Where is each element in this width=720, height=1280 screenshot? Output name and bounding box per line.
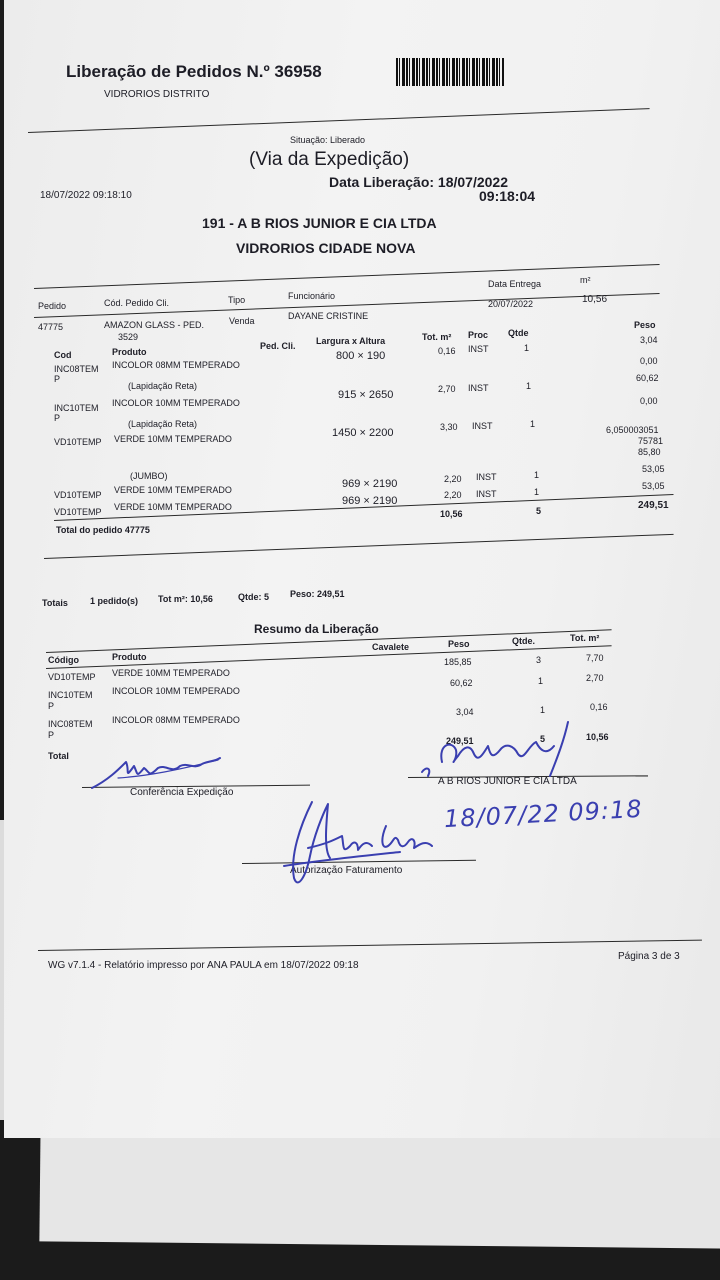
company-signature-label: A B RIOS JUNIOR E CIA LTDA: [438, 776, 577, 787]
resumo-total-tot: 10,56: [586, 732, 609, 742]
resumo-row-cod: INC10TEM: [48, 690, 93, 700]
cod-pedido-label: Cód. Pedido Cli.: [104, 298, 170, 308]
footer-line: [38, 940, 702, 951]
barcode: [396, 58, 504, 86]
order-pedido: 47775: [38, 322, 64, 332]
conferencia-label: Conferência Expedição: [130, 787, 234, 798]
resumo-title: Resumo da Liberação: [254, 622, 379, 636]
item-tot: 2,20: [444, 490, 462, 500]
resumo-row-qtde: 1: [540, 705, 546, 715]
order-header-top-line: [34, 264, 660, 289]
order-funcionario: DAYANE CRISTINE: [288, 311, 369, 321]
resumo-total-label: Total: [48, 751, 69, 761]
resumo-row-produto: VERDE 10MM TEMPERADO: [112, 668, 230, 678]
resumo-row-cod-suffix: P: [48, 701, 55, 711]
resumo-row-produto: INCOLOR 08MM TEMPERADO: [112, 715, 240, 725]
item-peso-extra: 75781: [638, 436, 664, 446]
header-divider: [28, 108, 650, 133]
item-proc: INST: [476, 489, 497, 499]
item-cod-suffix: P: [54, 374, 61, 384]
footer-right: Página 3 de 3: [618, 951, 680, 962]
resumo-col-produto: Produto: [112, 652, 147, 662]
item-proc: INST: [472, 421, 493, 431]
data-entrega-label: Data Entrega: [488, 279, 542, 289]
resumo-total-qtde: 5: [540, 734, 546, 744]
totais-label: Totais: [42, 598, 68, 608]
order-cod-pedido-2: 3529: [118, 332, 139, 342]
item-proc: INST: [468, 383, 489, 393]
col-ped-cli: Ped. Cli.: [260, 341, 296, 351]
item-peso: 3,04: [640, 335, 658, 345]
item-produto: INCOLOR 10MM TEMPERADO: [112, 398, 240, 408]
resumo-col-cavalete: Cavalete: [372, 642, 410, 652]
situacao-text: Situação: Liberado: [290, 135, 366, 145]
item-medida: 800 × 190: [336, 350, 386, 362]
resumo-row-tot: 7,70: [586, 653, 604, 663]
resumo-row-tot: 2,70: [586, 673, 604, 683]
item-produto: INCOLOR 08MM TEMPERADO: [112, 360, 240, 370]
resumo-row-produto: INCOLOR 10MM TEMPERADO: [112, 686, 240, 696]
autorizacao-label: Autorização Faturamento: [290, 865, 403, 876]
item-peso-extra: 0,00: [640, 396, 658, 406]
order-total-tot: 10,56: [440, 509, 463, 519]
col-largura-altura: Largura x Altura: [316, 336, 386, 346]
item-produto: VERDE 10MM TEMPERADO: [114, 485, 232, 495]
resumo-col-codigo: Código: [48, 655, 79, 665]
col-proc: Proc: [468, 330, 489, 340]
handwritten-date: 18/07/22 09:18: [443, 794, 644, 834]
item-tot: 3,30: [440, 422, 458, 432]
item-cod: VD10TEMP: [54, 507, 102, 517]
col-peso: Peso: [634, 320, 656, 330]
resumo-row-qtde: 1: [538, 676, 544, 686]
company-signature: [418, 716, 608, 782]
item-peso: 60,62: [636, 373, 659, 383]
item-medida: 969 × 2190: [342, 478, 398, 490]
item-peso: 53,05: [642, 481, 665, 491]
order-total-peso: 249,51: [638, 500, 669, 511]
item-tot: 0,16: [438, 346, 456, 356]
totais-peso: Peso: 249,51: [290, 589, 345, 599]
footer-left: WG v7.1.4 - Relatório impresso por ANA PAULA em 18/07/2022 09:18: [48, 960, 359, 971]
item-produto: VERDE 10MM TEMPERADO: [114, 434, 232, 444]
item-produto: VERDE 10MM TEMPERADO: [114, 502, 232, 512]
autorizacao-signature: [282, 796, 442, 892]
item-medida: 1450 × 2200: [332, 427, 394, 439]
totais-tot-m2: Tot m²: 10,56: [158, 594, 213, 604]
order-total-qtde: 5: [536, 506, 542, 516]
resumo-row-peso: 60,62: [450, 678, 473, 688]
print-datetime: 18/07/2022 09:18:10: [40, 190, 132, 201]
order-cod-pedido: AMAZON GLASS - PED.: [104, 320, 205, 330]
resumo-row-tot: 0,16: [590, 702, 608, 712]
m2-label: m²: [580, 275, 591, 285]
item-qtde: 1: [526, 381, 532, 391]
item-peso-total: 85,80: [638, 447, 661, 457]
order-m2: 10,56: [582, 294, 608, 305]
item-cod-suffix: P: [54, 413, 61, 423]
order-data-entrega: 20/07/2022: [488, 299, 534, 309]
item-tot: 2,20: [444, 474, 462, 484]
item-note: (JUMBO): [130, 471, 168, 481]
item-qtde: 1: [530, 419, 536, 429]
resumo-row-peso: 185,85: [444, 657, 472, 667]
item-peso: 53,05: [642, 464, 665, 474]
col-produto: Produto: [112, 347, 147, 357]
item-note: (Lapidação Reta): [128, 419, 198, 429]
resumo-total-peso: 249,51: [446, 736, 474, 746]
order-total-label: Total do pedido 47775: [56, 525, 150, 535]
document-title: Liberação de Pedidos N.º 36958: [66, 62, 322, 81]
col-tot-m2: Tot. m²: [422, 332, 452, 342]
hora-liberacao: 09:18:04: [479, 188, 536, 204]
item-proc: INST: [476, 472, 497, 482]
item-cod: VD10TEMP: [54, 490, 102, 500]
via-title: (Via da Expedição): [249, 149, 410, 170]
client-store: VIDRORIOS CIDADE NOVA: [236, 240, 416, 256]
pedido-label: Pedido: [38, 301, 67, 311]
item-cod: INC08TEM: [54, 364, 99, 374]
order-section-end-line: [44, 534, 674, 559]
col-qtde: Qtde: [508, 328, 529, 338]
item-qtde: 1: [534, 487, 540, 497]
resumo-row-peso: 3,04: [456, 707, 474, 717]
item-cod: INC10TEM: [54, 403, 99, 413]
resumo-col-peso: Peso: [448, 639, 470, 649]
item-peso: 6,050003051: [606, 425, 659, 435]
item-proc: INST: [468, 344, 489, 354]
totais-pedidos: 1 pedido(s): [90, 596, 139, 606]
data-liberacao: Data Liberação: 18/07/2022: [329, 174, 508, 190]
item-tot: 2,70: [438, 384, 456, 394]
resumo-row-cod: INC08TEM: [48, 719, 93, 729]
tipo-label: Tipo: [228, 295, 246, 305]
item-medida: 915 × 2650: [338, 389, 394, 401]
resumo-row-qtde: 3: [536, 655, 542, 665]
item-qtde: 1: [524, 343, 530, 353]
item-cod: VD10TEMP: [54, 437, 102, 447]
client-name: 191 - A B RIOS JUNIOR E CIA LTDA: [202, 215, 437, 231]
resumo-col-qtde: Qtde.: [512, 636, 536, 646]
conferencia-signature: [88, 748, 228, 794]
item-medida: 969 × 2190: [342, 495, 398, 507]
item-peso-extra: 0,00: [640, 356, 658, 366]
order-tipo: Venda: [229, 316, 255, 326]
item-qtde: 1: [534, 470, 540, 480]
document-page: [4, 0, 720, 1138]
resumo-row-cod: VD10TEMP: [48, 672, 96, 682]
totais-qtde: Qtde: 5: [238, 592, 270, 602]
col-cod: Cod: [54, 350, 72, 360]
item-note: (Lapidação Reta): [128, 381, 198, 391]
company-name: VIDRORIOS DISTRITO: [104, 89, 210, 100]
resumo-col-tot: Tot. m²: [570, 633, 600, 643]
resumo-row-cod-suffix: P: [48, 730, 55, 740]
funcionario-label: Funcionário: [288, 291, 336, 301]
